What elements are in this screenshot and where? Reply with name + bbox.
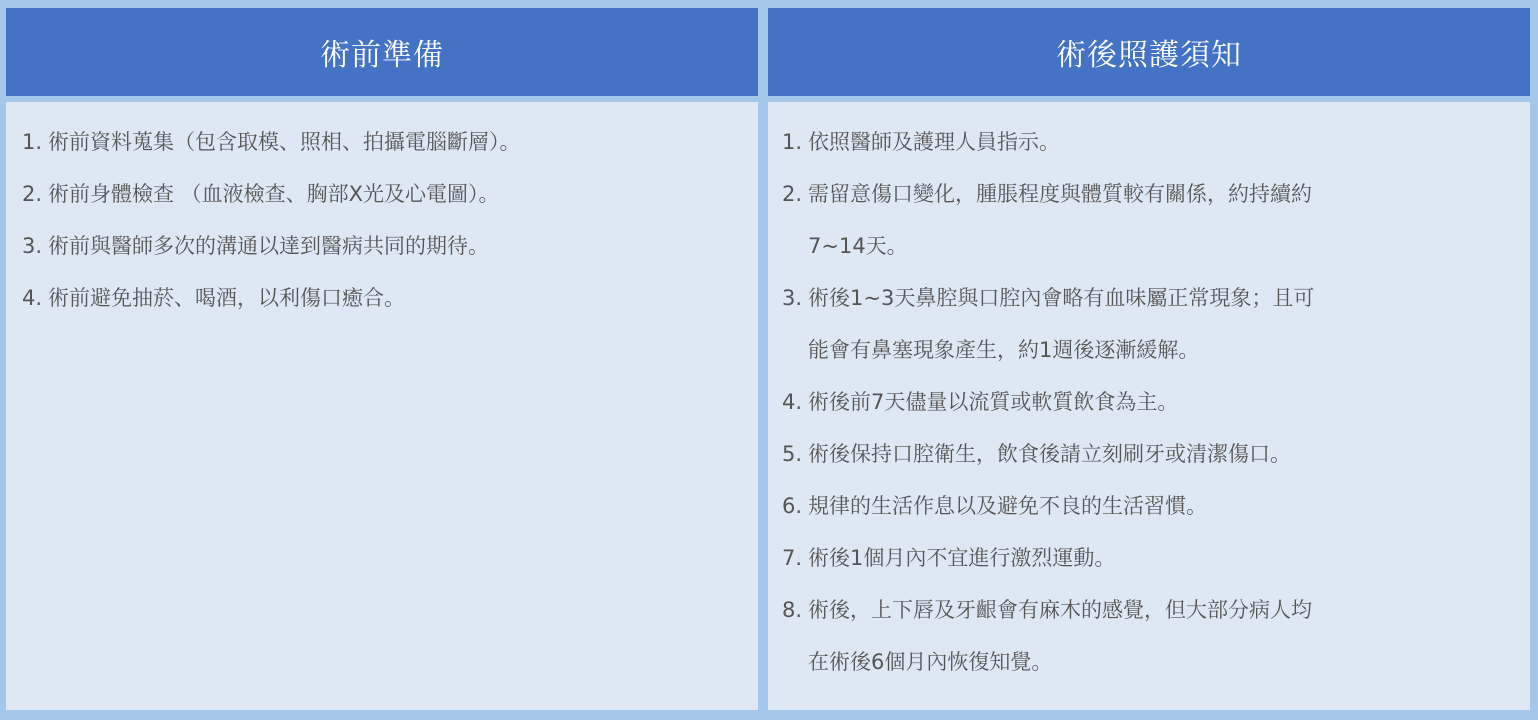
list-item: [782, 116, 1530, 168]
pre-op-column: [6, 8, 758, 710]
list-item: [782, 168, 1530, 272]
list-item-line: 依照醫師及護理人員指示。: [808, 130, 1060, 154]
list-item-line: 術前避免抽菸、喝酒，以利傷口癒合。: [48, 286, 405, 310]
list-item: [22, 220, 758, 272]
post-op-column: [768, 8, 1530, 710]
list-item: [782, 480, 1530, 532]
list-item-line: 術後保持口腔衛生，飲食後請立刻刷牙或清潔傷口。: [808, 442, 1291, 466]
care-info-table: [6, 8, 1530, 710]
list-item: [782, 376, 1530, 428]
list-item-number: 8.: [782, 598, 803, 622]
list-item-text: [48, 220, 758, 272]
list-item-line: 規律的生活作息以及避免不良的生活習慣。: [808, 494, 1207, 518]
list-item-number: 4.: [782, 390, 803, 414]
list-item-line: 7~14天。: [808, 234, 908, 258]
list-item-text: [808, 480, 1530, 532]
pre-op-header: 術前準備: [6, 8, 758, 96]
list-item: [782, 584, 1530, 688]
list-item-text: [808, 116, 1530, 168]
list-item-line: 術後前7天儘量以流質或軟質飲食為主。: [808, 390, 1179, 414]
list-item-number: 7.: [782, 546, 803, 570]
list-item-text: [808, 584, 1530, 688]
list-item-text: [808, 532, 1530, 584]
list-item-line: 術前與醫師多次的溝通以達到醫病共同的期待。: [48, 234, 489, 258]
list-item-number: 2.: [22, 182, 43, 206]
list-item: [22, 272, 758, 324]
list-item-text: [808, 428, 1530, 480]
list-item-line: 術後，上下唇及牙齦會有麻木的感覺，但大部分病人均: [808, 598, 1312, 622]
list-item-number: 1.: [22, 130, 43, 154]
list-item-text: [808, 376, 1530, 428]
list-item: [22, 168, 758, 220]
pre-op-list: [6, 102, 758, 710]
list-item-line: 術後1~3天鼻腔與口腔內會略有血味屬正常現象；且可: [808, 286, 1315, 310]
list-item-text: [48, 168, 758, 220]
list-item: [22, 116, 758, 168]
list-item-line: 需留意傷口變化，腫脹程度與體質較有關係，約持續約: [808, 182, 1312, 206]
list-item-number: 4.: [22, 286, 43, 310]
list-item-text: [48, 272, 758, 324]
list-item-text: [48, 116, 758, 168]
post-op-header: 術後照護須知: [768, 8, 1530, 96]
list-item-number: 5.: [782, 442, 803, 466]
list-item-line: 術前身體檢查 （血液檢查、胸部X光及心電圖）。: [48, 182, 500, 206]
list-item: [782, 272, 1530, 376]
list-item-number: 1.: [782, 130, 803, 154]
list-item-text: [808, 168, 1530, 272]
list-item-line: 術後1個月內不宜進行激烈運動。: [808, 546, 1116, 570]
list-item-number: 3.: [22, 234, 43, 258]
list-item-number: 3.: [782, 286, 803, 310]
list-item-number: 2.: [782, 182, 803, 206]
list-item: [782, 428, 1530, 480]
post-op-list: [768, 102, 1530, 710]
list-item-line: 在術後6個月內恢復知覺。: [808, 650, 1053, 674]
list-item-line: 術前資料蒐集（包含取模、照相、拍攝電腦斷層）。: [48, 130, 521, 154]
list-item-text: [808, 272, 1530, 376]
list-item: [782, 532, 1530, 584]
list-item-line: 能會有鼻塞現象產生，約1週後逐漸緩解。: [808, 338, 1200, 362]
list-item-number: 6.: [782, 494, 803, 518]
